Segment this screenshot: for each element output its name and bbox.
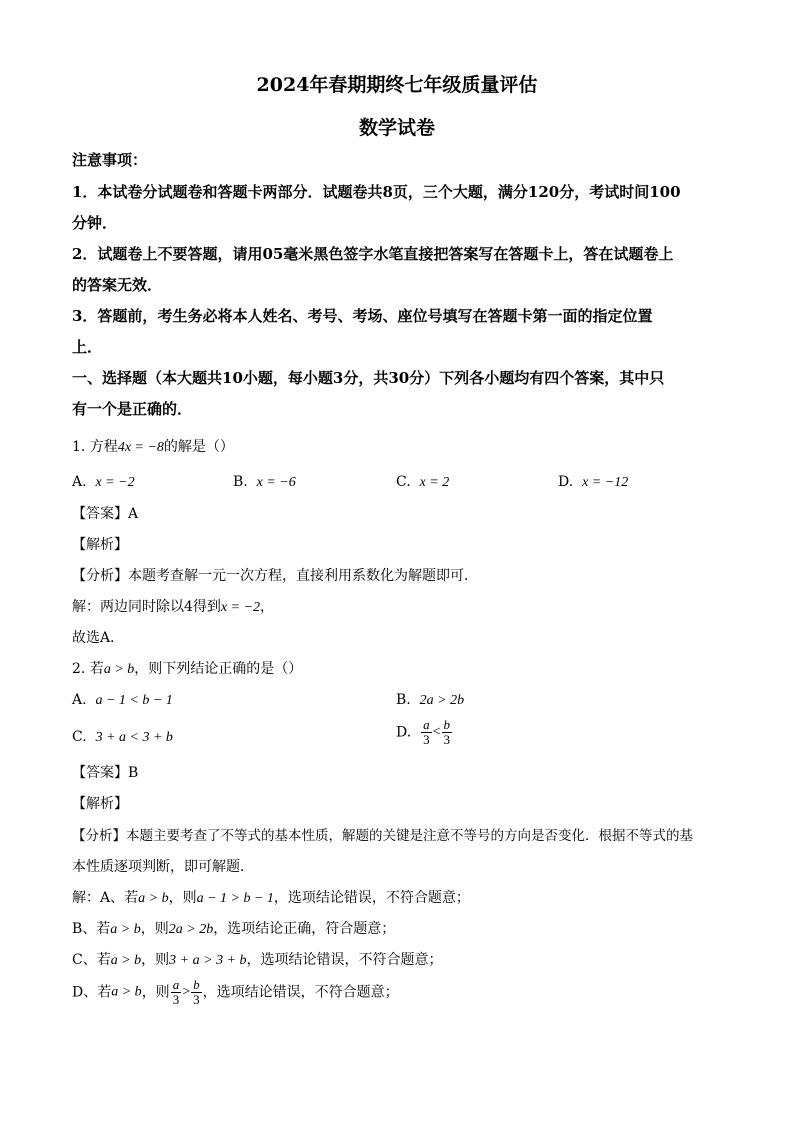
exam-title: 2024年春期期终七年级质量评估: [256, 74, 538, 96]
q1-answer: 【答案】A: [72, 506, 139, 522]
q2-sol-d-fraction-b: $\frac{b}{3}$: [193, 977, 200, 1007]
q2-solution-b: B、若a > b，则2a > 2b，选项结论正确，符合题意；: [72, 921, 396, 937]
q1-conclusion: 故选A．: [72, 630, 125, 646]
q2-option-a: A. a − 1 < b − 1: [72, 692, 173, 708]
note-2-line-2: 的答案无效．: [72, 276, 163, 294]
exam-subtitle: 数学试卷: [358, 117, 435, 139]
q1-fenxi: 【分析】本题考查解一元一次方程，直接利用系数化为解题即可．: [72, 568, 478, 584]
note-1-line-1: 1．本试卷分试题卷和答题卡两部分．试题卷共8页，三个大题，满分120分，考试时间100: [72, 183, 681, 201]
section-1-line-1: 一、选择题（本大题共10小题，每小题3分，共30分）下列各小题均有四个答案，其中只: [72, 369, 665, 387]
note-3-line-1: 3．答题前，考生务必将本人姓名、考号、考场、座位号填写在答题卡第一面的指定位置: [72, 307, 653, 325]
q2-answer: 【答案】B: [72, 765, 139, 781]
q2-d-fraction-b: $\frac{b}{3}$: [443, 717, 450, 747]
q1-equation: 4x = −8: [117, 440, 164, 455]
q2-solution-c: C、若a > b，则3 + a > 3 + b，选项结论错误，不符合题意；: [72, 952, 443, 968]
q1-jiexi: 【解析】: [72, 537, 128, 553]
question-2-stem: 2. 若a > b，则下列结论正确的是（）: [72, 661, 303, 677]
q2-solution-d: D、若a > b，则 $\frac{a}{3}$ > $\frac{b}{3}$ ，选项结论错误，不符合题意；: [72, 977, 399, 1007]
section-1-line-2: 有一个是正确的．: [72, 400, 193, 418]
note-2-line-1: 2．试题卷上不要答题，请用05毫米黑色签字水笔直接把答案写在答题卡上，答在试题卷上: [72, 245, 674, 263]
q2-fenxi-line-1: 【分析】本题主要考查了不等式的基本性质，解题的关键是注意不等号的方向是否变化．根据不等式的基: [72, 828, 693, 844]
q2-option-d: D. $\frac{a}{3}$ < $\frac{b}{3}$: [396, 717, 450, 747]
q2-solution-a: 解：A、若a > b，则a − 1 > b − 1，选项结论错误，不符合题意；: [72, 890, 470, 906]
question-1-stem: [72, 437, 234, 458]
q1-solution: 解：两边同时除以4得到x = −2，: [72, 599, 275, 615]
q2-sol-d-fraction-a: $\frac{a}{3}$: [172, 977, 180, 1007]
q1-option-c: C. x = 2: [396, 474, 450, 490]
q2-option-b: B. 2a > 2b: [396, 692, 465, 708]
q2-fenxi-line-2: 本性质逐项判断，即可解题．: [72, 859, 254, 875]
notes-heading: 注意事项：: [72, 151, 148, 169]
q1-prefix: 1. 方程: [72, 439, 118, 455]
q2-option-c: C. 3 + a < 3 + b: [72, 729, 173, 745]
q1-option-b: B. x = −6: [233, 474, 296, 490]
q2-jiexi: 【解析】: [72, 796, 128, 812]
q1-suffix: 的解是（）: [163, 439, 234, 455]
note-1-line-2: 分钟．: [72, 214, 118, 232]
note-3-line-2: 上．: [72, 338, 103, 356]
q1-option-a: A. x = −2: [72, 474, 135, 490]
q2-d-fraction-a: $\frac{a}{3}$: [423, 717, 430, 747]
q1-option-d: D. x = −12: [558, 474, 629, 490]
